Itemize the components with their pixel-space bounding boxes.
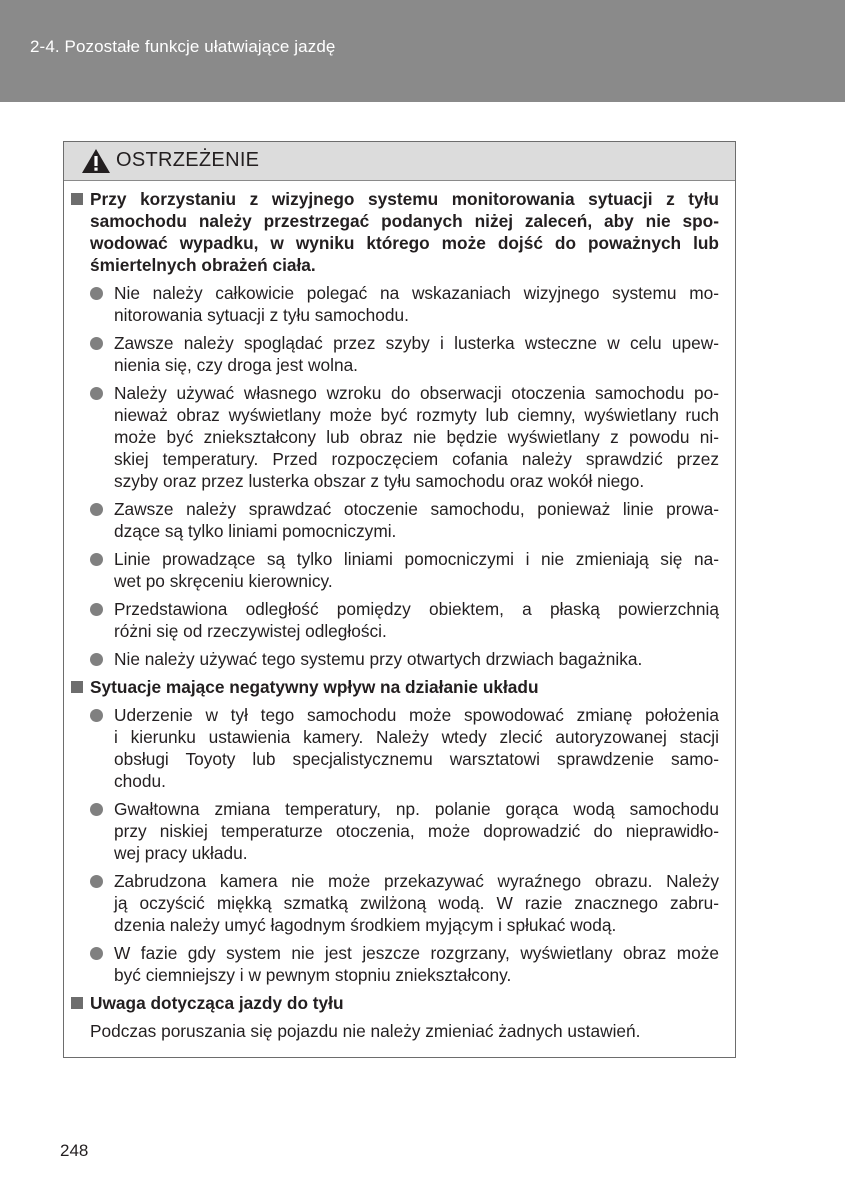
bullet-text-line: Nie należy całkowicie polegać na wskazaniach wizyjnego systemu mo- bbox=[114, 283, 719, 303]
warning-title: OSTRZEŻENIE bbox=[116, 149, 260, 171]
bullet-text-line: Gwałtowna zmiana temperatury, np. polanie gorąca wodą samochodu bbox=[114, 799, 719, 819]
section-heading-line: wodować wypadku, w wyniku którego może dojść do poważnych lub bbox=[90, 233, 719, 253]
bullet-text-line: szyby oraz przez lusterka obszar z tyłu samochodu oraz wokół niego. bbox=[114, 471, 645, 491]
bullet-text-line: chodu. bbox=[114, 771, 166, 791]
bullet-text-line: W fazie gdy system nie jest jeszcze rozgrzany, wyświetlany obraz może bbox=[114, 943, 719, 963]
bullet-text-line: Przedstawiona odległość pomiędzy obiektem, a płaską powierzchnią bbox=[114, 599, 719, 619]
bullet-dot-icon bbox=[90, 503, 103, 516]
bullet-text-line: Zabrudzona kamera nie może przekazywać wyraźnego obrazu. Należy bbox=[114, 871, 719, 891]
bullet-dot-icon bbox=[90, 875, 103, 888]
bullet-dot-icon bbox=[90, 287, 103, 300]
section-marker-icon bbox=[71, 681, 83, 693]
bullet-text-line: być ciemniejszy i w pewnym stopniu zniekształcony. bbox=[114, 965, 512, 985]
bullet-dot-icon bbox=[90, 603, 103, 616]
section-heading-line: Przy korzystaniu z wizyjnego systemu monitorowania sytuacji z tyłu bbox=[90, 189, 719, 209]
bullet-text-line: skiej temperatury. Przed rozpoczęciem cofania należy sprawdzić przez bbox=[114, 449, 719, 469]
section-marker-icon bbox=[71, 193, 83, 205]
bullet-text-line: przy niskiej temperaturze otoczenia, może doprowadzić do nieprawidło- bbox=[114, 821, 719, 841]
section-heading-line: samochodu należy przestrzegać podanych niżej zaleceń, aby nie spo- bbox=[90, 211, 719, 231]
bullet-text-line: Linie prowadzące są tylko liniami pomocniczymi i nie zmieniają się na- bbox=[114, 549, 719, 569]
bullet-dot-icon bbox=[90, 337, 103, 350]
warning-triangle-icon bbox=[81, 148, 111, 174]
chapter-title: 2-4. Pozostałe funkcje ułatwiające jazdę bbox=[30, 37, 336, 56]
bullet-text-line: ją oczyścić miękką szmatką zwilżoną wodą. W razie znacznego zabru- bbox=[114, 893, 719, 913]
bullet-text-line: różni się od rzeczywistej odległości. bbox=[114, 621, 387, 641]
section-marker-icon bbox=[71, 997, 83, 1009]
warning-box bbox=[63, 141, 736, 1058]
bullet-text-line: wet po skręceniu kierownicy. bbox=[114, 571, 333, 591]
bullet-text-line: może być zniekształcony lub obraz nie będzie wyświetlany z powodu ni- bbox=[114, 427, 719, 447]
section-paragraph: Podczas poruszania się pojazdu nie należy zmieniać żadnych ustawień. bbox=[90, 1021, 641, 1041]
bullet-text-line: Nie należy używać tego systemu przy otwartych drzwiach bagażnika. bbox=[114, 649, 643, 669]
bullet-text-line: Zawsze należy sprawdzać otoczenie samochodu, ponieważ linie prowa- bbox=[114, 499, 719, 519]
bullet-dot-icon bbox=[90, 947, 103, 960]
bullet-dot-icon bbox=[90, 803, 103, 816]
bullet-dot-icon bbox=[90, 553, 103, 566]
bullet-text-line: Zawsze należy spoglądać przez szyby i lusterka wsteczne w celu upew- bbox=[114, 333, 719, 353]
section-heading-line: Sytuacje mające negatywny wpływ na działanie układu bbox=[90, 677, 539, 697]
bullet-text-line: Należy używać własnego wzroku do obserwacji otoczenia samochodu po- bbox=[114, 383, 719, 403]
section-heading-line: śmiertelnych obrażeń ciała. bbox=[90, 255, 316, 275]
section-heading-line: Uwaga dotycząca jazdy do tyłu bbox=[90, 993, 344, 1013]
bullet-text-line: nitorowania sytuacji z tyłu samochodu. bbox=[114, 305, 409, 325]
bullet-text-line: dzenia należy umyć łagodnym środkiem myjącym i spłukać wodą. bbox=[114, 915, 617, 935]
warning-header bbox=[64, 142, 735, 181]
bullet-text-line: wej pracy układu. bbox=[114, 843, 248, 863]
bullet-text-line: nieważ obraz wyświetlany może być rozmyty lub ciemny, wyświetlany ruch bbox=[114, 405, 719, 425]
bullet-text-line: nienia się, czy droga jest wolna. bbox=[114, 355, 358, 375]
bullet-text-line: obsługi Toyoty lub specjalistycznemu warsztatowi sprawdzenie samo- bbox=[114, 749, 719, 769]
bullet-dot-icon bbox=[90, 709, 103, 722]
bullet-text-line: dzące są tylko liniami pomocniczymi. bbox=[114, 521, 397, 541]
header-band bbox=[0, 0, 845, 102]
bullet-dot-icon bbox=[90, 387, 103, 400]
page-number: 248 bbox=[60, 1141, 89, 1160]
bullet-dot-icon bbox=[90, 653, 103, 666]
bullet-text-line: Uderzenie w tył tego samochodu może spowodować zmianę położenia bbox=[114, 705, 719, 725]
bullet-text-line: i kierunku ustawienia kamery. Należy wtedy zlecić autoryzowanej stacji bbox=[114, 727, 719, 747]
